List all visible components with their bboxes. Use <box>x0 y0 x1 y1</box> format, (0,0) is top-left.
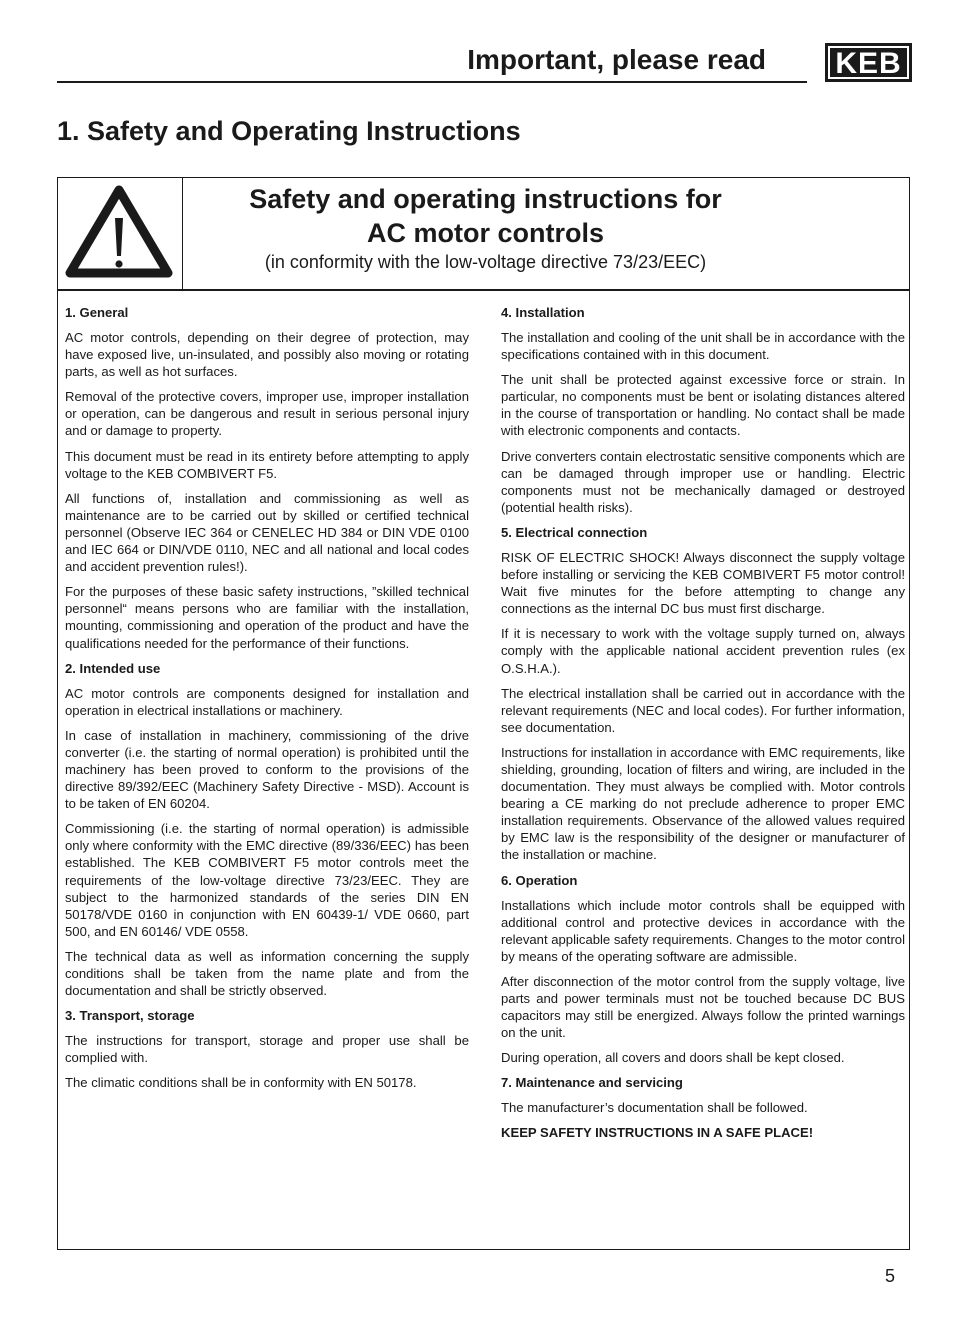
logo-text: KEB <box>835 47 902 80</box>
intended-use-paragraph: In case of installation in machinery, commissioning of the drive converter (i.e. the starting of normal operation) is prohibited until the machinery has been proved to conform to the provisions of the directive 89/392/EEC (Machinery Safety Directive - MSD). Account is to be taken of EN 60204. <box>65 727 469 812</box>
general-paragraph: For the purposes of these basic safety instructions, ”skilled technical personnel“ means persons who are familiar with the installation, mounting, commissioning and operation of the product and have the qualifications needed for the performance of their functions. <box>65 584 469 651</box>
installation-paragraph: The unit shall be protected against excessive force or strain. In particular, no components must be bent or isolating distances altered in the course of transportation or handling. No contact shall be made with electronic components and contacts. <box>501 372 905 439</box>
operation-heading: 6. Operation <box>501 872 578 888</box>
installation-heading: 4. Installation <box>501 305 585 320</box>
safety-box <box>57 177 910 1250</box>
right-column <box>501 304 905 1142</box>
installation-paragraph: The installation and cooling of the unit shall be in accordance with the specifications contained with in this document. <box>501 330 905 363</box>
page-number: 5 <box>885 1266 896 1286</box>
general-paragraph: AC motor controls, depending on their degree of protection, may have exposed live, un-insulated, and possibly also moving or rotating parts, as well as hot surfaces. <box>65 330 469 380</box>
box-subtitle: (in conformity with the low-voltage directive 73/23/EEC) <box>264 252 707 272</box>
electrical-paragraph: The electrical installation shall be carried out in accordance with the relevant requirements (NEC and local codes). For further information, see documentation. <box>501 685 905 735</box>
transport-paragraph: The instructions for transport, storage and proper use shall be complied with. <box>65 1033 469 1066</box>
operation-paragraph: During operation, all covers and doors shall be kept closed. <box>501 1050 845 1066</box>
intended-use-heading: 2. Intended use <box>65 660 161 676</box>
keep-safe-notice: KEEP SAFETY INSTRUCTIONS IN A SAFE PLACE! <box>501 1125 814 1141</box>
header-title: Important, please read <box>467 44 766 75</box>
maintenance-paragraph: The manufacturer’s documentation shall be followed. <box>501 1100 808 1116</box>
intended-use-paragraph: AC motor controls are components designed for installation and operation in electrical installations or machinery. <box>65 685 469 718</box>
electrical-paragraph: Instructions for installation in accordance with EMC requirements, like shielding, grounding, location of filters and wiring, are included in the documentation. They must always be complied with. Motor controls bearing a CE marking do not preclude adherence to proper EMC installation requirements. Observance of the allowed values required by EMC law is the responsibility of the designer or manufacturer of the installation or machine. <box>501 744 905 863</box>
maintenance-heading: 7. Maintenance and servicing <box>501 1075 683 1091</box>
box-title-line1: Safety and operating instructions for <box>249 184 722 214</box>
intended-use-paragraph: The technical data as well as information concerning the supply conditions shall be taken from the name plate and from the documentation and shall be strictly observed. <box>65 948 469 999</box>
installation-paragraph: Drive converters contain electrostatic sensitive components which are can be damaged through improper use or handling. Electric components must not be mechanically damaged or destroyed (potential health risks). <box>501 448 905 515</box>
electrical-paragraph: If it is necessary to work with the voltage supply turned on, always comply with the applicable national accident prevention rules (ex O.S.H.A.). <box>501 626 905 676</box>
transport-heading: 3. Transport, storage <box>65 1008 195 1024</box>
safety-box-header <box>58 178 909 291</box>
general-paragraph: Removal of the protective covers, improper use, improper installation or operation, can be dangerous and result in serious personal injury and or damage to property. <box>65 389 469 439</box>
header-rule <box>57 81 807 83</box>
general-heading: 1. General <box>65 305 129 320</box>
operation-paragraph: After disconnection of the motor control from the supply voltage, live parts and power terminals must not be touched because DC BUS capacitors may still be energized. Always follow the printed warnings on the unit. <box>501 973 905 1041</box>
general-paragraph: All functions of, installation and commissioning as well as maintenance are to be carried out by skilled or certified technical personnel (Observe IEC 364 or CENELEC HD 384 or DIN VDE 0100 and IEC 664 or DIN/VDE 0110, NEC and all national and local codes and accident prevention rules!). <box>65 490 469 575</box>
box-title-line2: AC motor controls <box>366 218 604 248</box>
warning-icon <box>65 184 173 280</box>
general-paragraph: This document must be read in its entirety before attempting to apply voltage to the KEB COMBIVERT F5. <box>65 448 469 481</box>
left-column <box>65 304 469 1099</box>
transport-paragraph: The climatic conditions shall be in conformity with EN 50178. <box>65 1075 417 1091</box>
box-title <box>183 182 788 250</box>
operation-paragraph: Installations which include motor controls shall be equipped with additional control and protective devices in accordance with the relevant applicable safety requirements. Changes to the motor control by means of the operating software are admissible. <box>501 897 905 964</box>
section-title: 1. Safety and Operating Instructions <box>57 116 521 146</box>
intended-use-paragraph: Commissioning (i.e. the starting of normal operation) is admissible only where conformity with the EMC directive (89/336/EEC) has been established. The KEB COMBIVERT F5 motor controls meet the requirements of the low-voltage directive 73/23/EEC. They are subject to the harmonized standards of the series DIN EN 50178/VDE 0160 in conjunction with EN 60439-1/ VDE 0660, part 500, and EN 60146/ VDE 0558. <box>65 821 469 939</box>
electrical-paragraph: RISK OF ELECTRIC SHOCK! Always disconnect the supply voltage before installing or servicing the KEB COMBIVERT F5 motor control! Wait five minutes for the before attempting to change any connections as the internal DC bus must first discharge. <box>501 549 905 617</box>
keb-logo <box>825 43 912 82</box>
warning-cell <box>58 178 183 289</box>
electrical-heading: 5. Electrical connection <box>501 524 648 540</box>
